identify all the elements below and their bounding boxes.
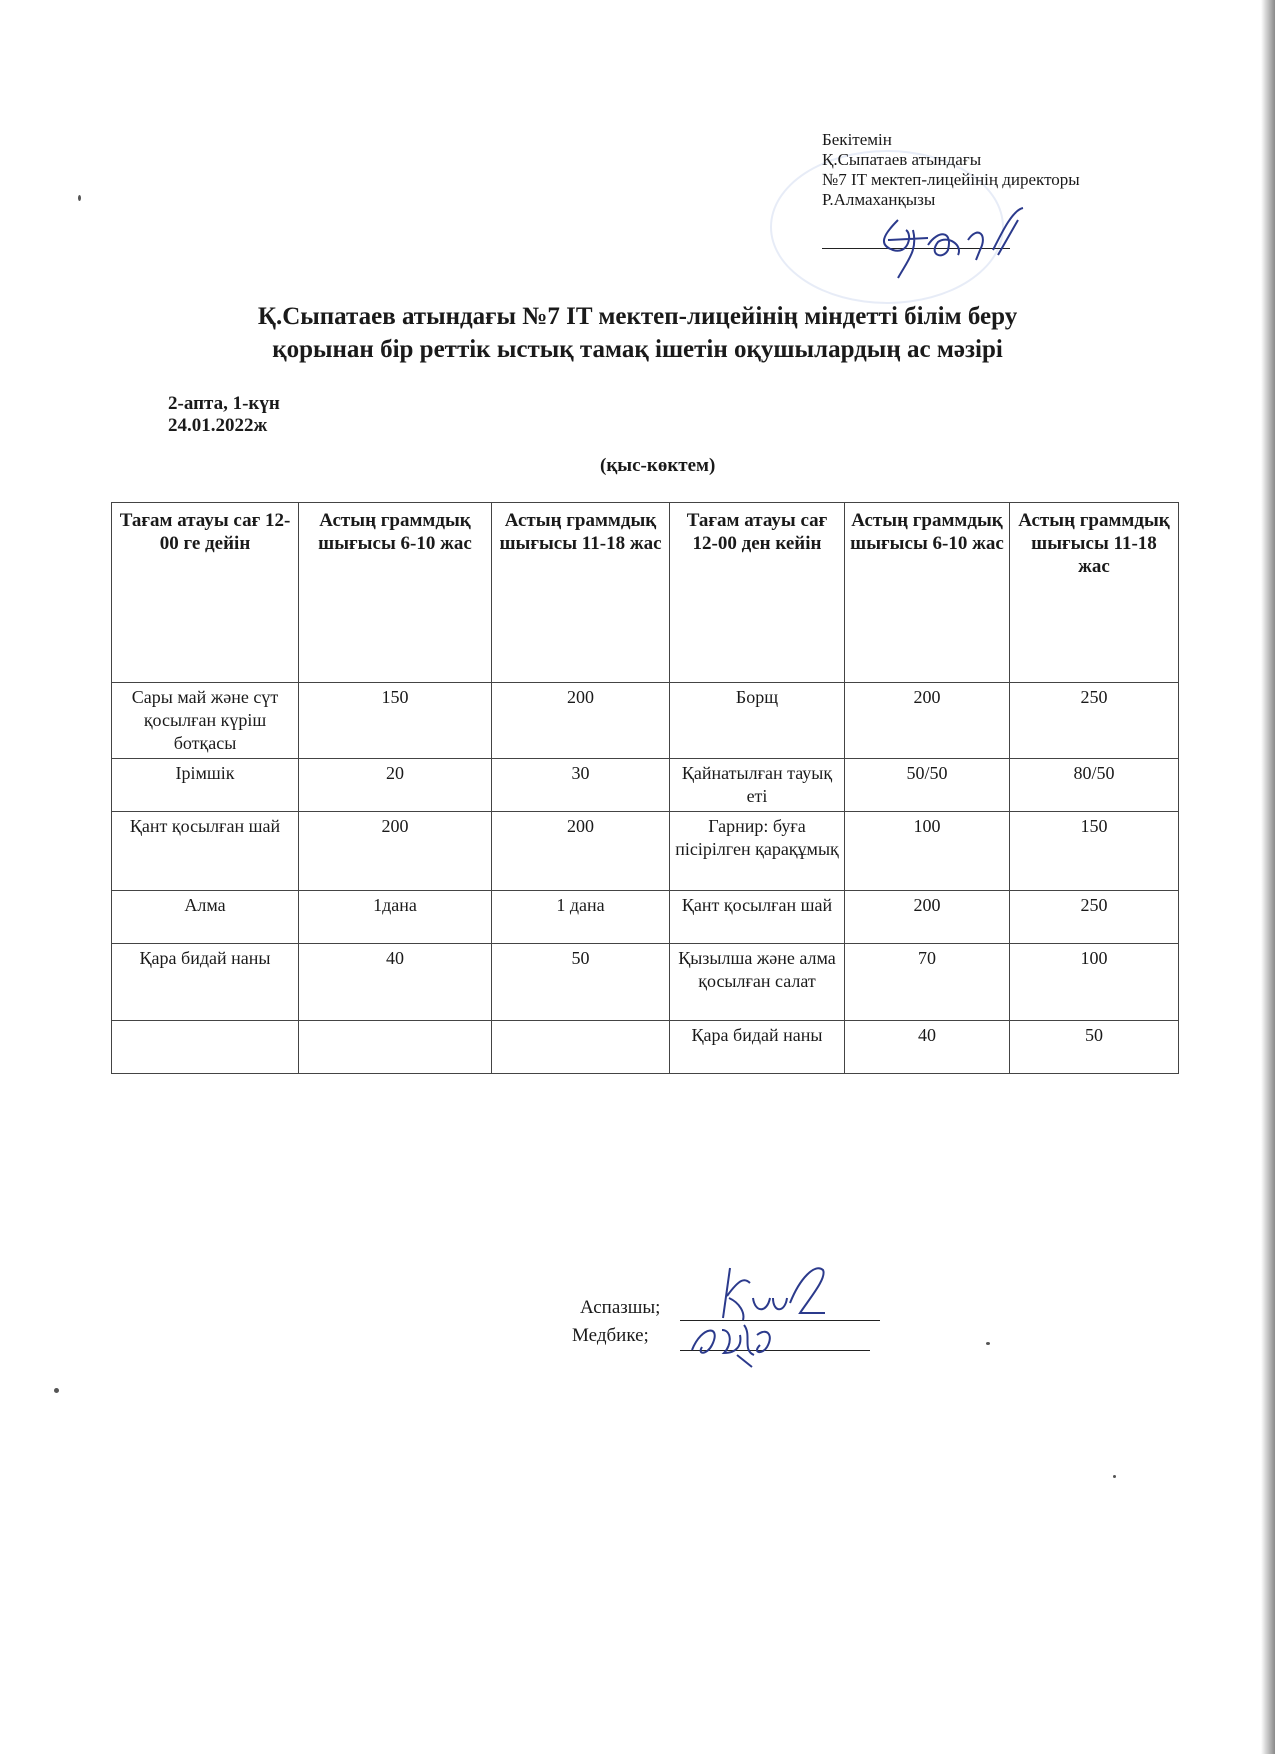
table-cell: Қызылша және алма қосылған салат [670, 944, 845, 1021]
approval-line-4: Р.Алмаханқызы [822, 190, 936, 209]
table-cell: 30 [492, 759, 670, 812]
title-line-2: қорынан бір реттік ыстық тамақ ішетін оқушылардың ас мәзірі [272, 336, 1003, 363]
table-cell: 150 [299, 683, 492, 759]
table-cell: 100 [845, 812, 1010, 891]
table-cell: 20 [299, 759, 492, 812]
season-label: (қыс-көктем) [600, 455, 716, 476]
table-row [112, 759, 1179, 812]
scan-speck [986, 1342, 990, 1345]
table-cell: Алма [112, 891, 299, 944]
table-cell: Қара бидай наны [670, 1021, 845, 1074]
column-header: Астың граммдық шығысы 11-18 жас [492, 503, 670, 683]
table-cell [299, 1021, 492, 1074]
table-row [112, 683, 1179, 759]
scan-speck [54, 1388, 59, 1393]
table-cell: 1 дана [492, 891, 670, 944]
table-cell [112, 1021, 299, 1074]
nurse-signature [682, 1305, 792, 1370]
cook-label: Аспазшы; [580, 1297, 661, 1318]
table-cell: Гарнир: буға пісірілген қарақұмық [670, 812, 845, 891]
approval-line-2: Қ.Сыпатаев атындағы [822, 150, 982, 169]
approval-line-3: №7 IT мектеп-лицейінің директоры [822, 170, 1080, 189]
menu-table [111, 502, 1179, 1074]
table-cell: Қант қосылған шай [670, 891, 845, 944]
table-cell: Борщ [670, 683, 845, 759]
table-cell: 200 [845, 683, 1010, 759]
table-cell: Сары май және сүт қосылған күріш ботқасы [112, 683, 299, 759]
table-cell: 80/50 [1010, 759, 1179, 812]
scan-speck [78, 195, 81, 201]
week-date-block [168, 393, 280, 437]
column-header: Тағам атауы сағ 12-00 ге дейін [112, 503, 299, 683]
scan-edge-shadow [1261, 0, 1275, 1754]
menu-date: 24.01.2022ж [168, 415, 268, 436]
table-cell: Қайнатылған тауық еті [670, 759, 845, 812]
table-row [112, 812, 1179, 891]
table-cell: 200 [492, 683, 670, 759]
table-cell: 50 [1010, 1021, 1179, 1074]
table-cell: Қант қосылған шай [112, 812, 299, 891]
table-cell: 70 [845, 944, 1010, 1021]
title-line-1: Қ.Сыпатаев атындағы №7 IT мектеп-лицейінің міндетті білім беру [257, 303, 1018, 330]
table-row [112, 944, 1179, 1021]
table-cell: Қара бидай наны [112, 944, 299, 1021]
approval-line-1: Бекітемін [822, 130, 892, 149]
table-cell: 40 [299, 944, 492, 1021]
table-cell: 150 [1010, 812, 1179, 891]
table-cell: 1дана [299, 891, 492, 944]
document-title [150, 300, 1125, 366]
column-header: Астың граммдық шығысы 11-18 жас [1010, 503, 1179, 683]
table-cell: 250 [1010, 891, 1179, 944]
column-header: Астың граммдық шығысы 6-10 жас [845, 503, 1010, 683]
table-cell: 200 [492, 812, 670, 891]
table-cell: 200 [299, 812, 492, 891]
column-header: Астың граммдық шығысы 6-10 жас [299, 503, 492, 683]
table-header-row [112, 503, 1179, 683]
table-cell: 200 [845, 891, 1010, 944]
table-cell: 100 [1010, 944, 1179, 1021]
nurse-label: Медбике; [572, 1325, 649, 1346]
table-cell: 40 [845, 1021, 1010, 1074]
week-day: 2-апта, 1-күн [168, 393, 280, 414]
table-cell: 250 [1010, 683, 1179, 759]
column-header: Тағам атауы сағ 12-00 ден кейін [670, 503, 845, 683]
scan-speck [1113, 1475, 1116, 1478]
table-cell: Ірімшік [112, 759, 299, 812]
table-cell: 50 [492, 944, 670, 1021]
approval-block [822, 130, 1080, 210]
director-signature [868, 200, 1038, 285]
table-row [112, 1021, 1179, 1074]
table-cell [492, 1021, 670, 1074]
table-cell: 50/50 [845, 759, 1010, 812]
table-row [112, 891, 1179, 944]
